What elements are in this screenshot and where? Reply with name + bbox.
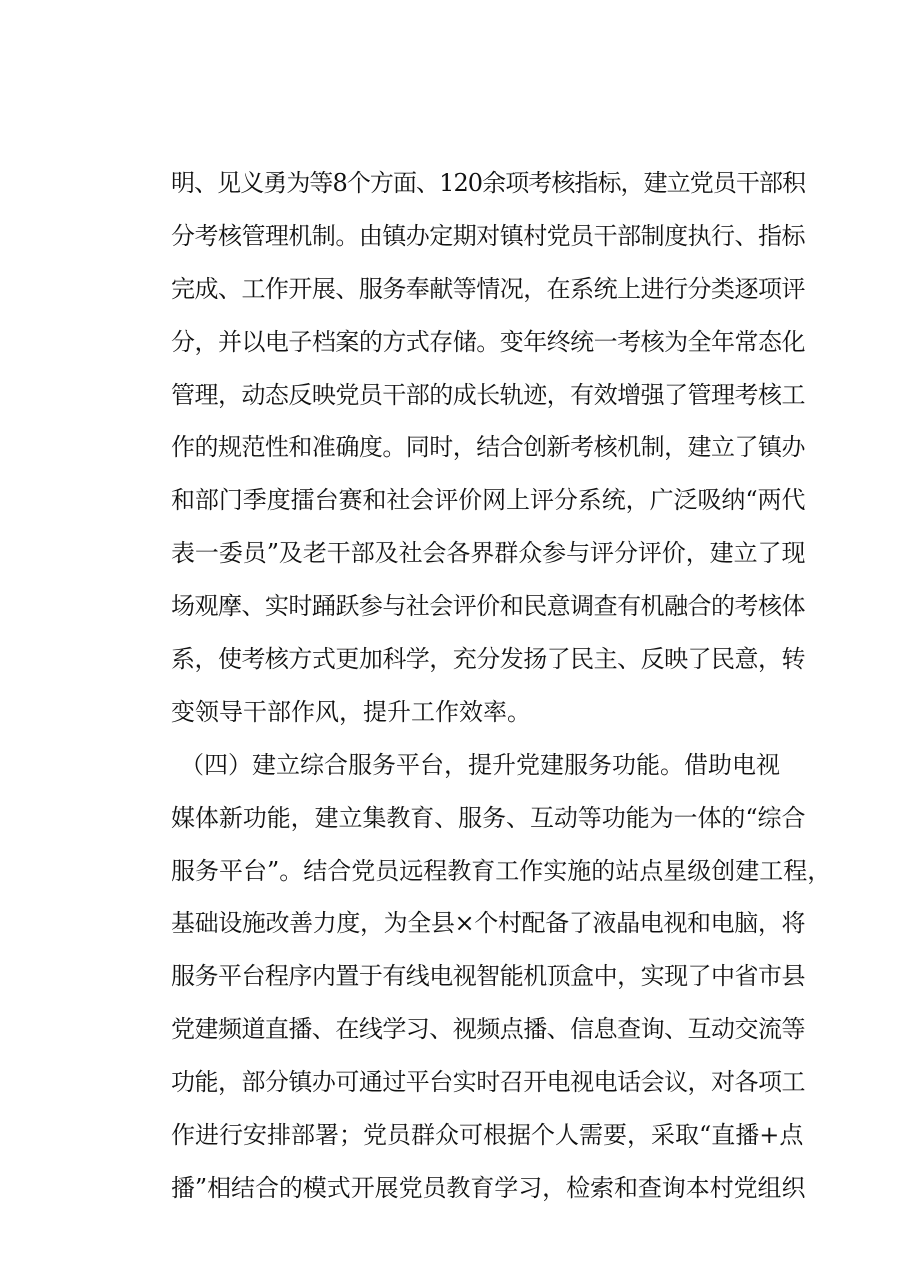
text-line: 媒体新功能，建立集教育、服务、互动等功能为一体的“综合 [171,804,805,832]
text-line: 表一委员”及老干部及社会各界群众参与评分评价，建立了现 [171,539,805,567]
text-line: 完成、工作开展、服务奉献等情况，在系统上进行分类逐项评 [171,275,805,303]
text-line: 基础设施改善力度，为全县×个村配备了液晶电视和电脑，将 [171,909,805,937]
text-line: 系，使考核方式更加科学，充分发扬了民主、反映了民意，转 [171,645,805,673]
text-line: 服务平台程序内置于有线电视智能机顶盒中，实现了中省市县 [171,962,805,990]
text-line: 和部门季度擂台赛和社会评价网上评分系统，广泛吸纳“两代 [171,486,805,514]
text-line: 分，并以电子档案的方式存储。变年终统一考核为全年常态化 [171,328,805,356]
text-line: 明、见义勇为等8个方面、120余项考核指标，建立党员干部积 [171,169,805,197]
text-line: 功能，部分镇办可通过平台实时召开电视电话会议，对各项工 [171,1068,805,1096]
text-line: 变领导干部作风，提升工作效率。 [171,698,531,726]
section-heading-line: （四）建立综合服务平台，提升党建服务功能。借助电视 [180,751,780,779]
text-line: 服务平台”。结合党员远程教育工作实施的站点星级创建工程， [171,857,832,885]
text-line: 党建频道直播、在线学习、视频点播、信息查询、互动交流等 [171,1015,805,1043]
text-line: 播”相结合的模式开展党员教育学习，检索和查询本村党组织 [171,1174,805,1202]
text-line: 作的规范性和准确度。同时，结合创新考核机制，建立了镇办 [171,433,805,461]
text-line: 管理，动态反映党员干部的成长轨迹，有效增强了管理考核工 [171,381,805,409]
text-line: 分考核管理机制。由镇办定期对镇村党员干部制度执行、指标 [171,222,805,250]
text-line: 场观摩、实时踊跃参与社会评价和民意调查有机融合的考核体 [171,592,805,620]
text-line: 作进行安排部署；党员群众可根据个人需要，采取“直播+点 [171,1121,804,1149]
